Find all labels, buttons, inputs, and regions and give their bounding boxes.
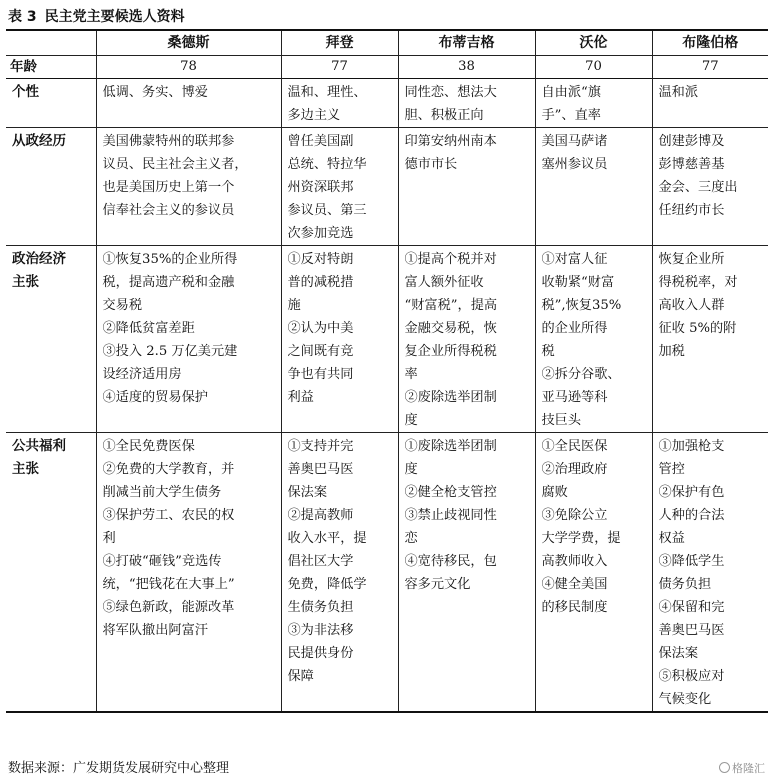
- cell-line: 总统、特拉华: [287, 157, 367, 172]
- row-label-line: 主张: [12, 274, 39, 290]
- cell-line: 参议员、第三: [287, 203, 367, 218]
- cell-line: 金会、三度出: [658, 180, 738, 195]
- age-row: [6, 56, 768, 79]
- row-label-line: 主张: [12, 461, 39, 477]
- cell-line: 曾任美国副: [287, 134, 354, 149]
- career-row: [6, 128, 768, 246]
- header-candidate: 布隆伯格: [652, 30, 768, 56]
- cell-line: 自由派“旗: [541, 85, 601, 100]
- cell-line: 加税: [658, 344, 685, 359]
- table-cell: [652, 128, 768, 246]
- cell-line: 利: [102, 531, 116, 546]
- age-value: 78: [96, 56, 281, 79]
- cell-line: ①恢复35%的企业所得: [102, 252, 238, 267]
- row-label-line: 个性: [12, 84, 39, 100]
- row-label: [6, 433, 96, 713]
- cell-line: 同性恋、想法大: [404, 85, 497, 100]
- watermark-text: 格隆汇: [732, 762, 765, 775]
- row-label-line: 公共福利: [12, 438, 66, 454]
- watermark-logo-icon: [719, 762, 730, 773]
- cell-line: ①全民医保: [541, 439, 608, 454]
- cell-line: ②治理政府: [541, 462, 608, 477]
- cell-line: 低调、务实、博爱: [102, 85, 208, 100]
- cell-line: 恢复企业所: [658, 252, 725, 267]
- cell-line: 手”、直率: [541, 108, 601, 123]
- cell-line: 债务负担: [658, 577, 712, 592]
- cell-line: 将军队撤出阿富汗: [102, 623, 208, 638]
- cell-line: 德市市长: [404, 157, 458, 172]
- cell-line: ⑤积极应对: [658, 669, 725, 684]
- cell-line: ①废除选举团制: [404, 439, 497, 454]
- cell-line: 州资深联邦: [287, 180, 354, 195]
- table-cell: [652, 246, 768, 433]
- table-cell: [535, 246, 652, 433]
- cell-line: 温和派: [658, 85, 699, 100]
- row-label-age: 年龄: [6, 56, 96, 79]
- watermark: [719, 760, 765, 776]
- cell-line: ②提高教师: [287, 508, 354, 523]
- cell-line: ⑤绿色新政，能源改革: [102, 600, 235, 615]
- cell-line: 免费，降低学: [287, 577, 367, 592]
- cell-line: 税，提高遗产税和金融: [102, 275, 235, 290]
- table-cell: [398, 128, 535, 246]
- economic-policy-row: [6, 246, 768, 433]
- cell-line: 创建彭博及: [658, 134, 725, 149]
- cell-line: ③保护劳工、农民的权: [102, 508, 235, 523]
- cell-line: 民提供身份: [287, 646, 354, 661]
- cell-line: 权益: [658, 531, 685, 546]
- cell-line: ①反对特朗: [287, 252, 354, 267]
- cell-line: 美国马萨诸: [541, 134, 608, 149]
- cell-line: ③免除公立: [541, 508, 608, 523]
- cell-line: ②废除选举团制: [404, 390, 497, 405]
- cell-line: 施: [287, 298, 301, 313]
- cell-line: 利益: [287, 390, 314, 405]
- cell-line: 高教师收入: [541, 554, 608, 569]
- table-cell: [96, 246, 281, 433]
- cell-line: 多边主义: [287, 108, 341, 123]
- cell-line: 善奥巴马医: [658, 623, 725, 638]
- table-cell: [398, 433, 535, 713]
- table-title: 民主党主要候选人资料: [44, 9, 185, 25]
- cell-line: 税”,恢复35%: [541, 298, 622, 313]
- cell-line: ②拆分谷歌、: [541, 367, 621, 382]
- cell-line: ②健全枪支管控: [404, 485, 497, 500]
- cell-line: ①支持并完: [287, 439, 354, 454]
- table-cell: [398, 79, 535, 128]
- cell-line: ④保留和完: [658, 600, 725, 615]
- table-cell: [652, 79, 768, 128]
- table-cell: [281, 246, 398, 433]
- table-cell: [96, 128, 281, 246]
- cell-line: 恋: [404, 531, 418, 546]
- cell-line: 印第安纳州南本: [404, 134, 497, 149]
- table-cell: [281, 79, 398, 128]
- cell-line: 交易税: [102, 298, 143, 313]
- cell-line: “财富税”，提高: [404, 298, 498, 313]
- cell-line: 征收 5%的附: [658, 321, 737, 336]
- cell-line: 亚马逊等科: [541, 390, 608, 405]
- cell-line: 人种的合法: [658, 508, 725, 523]
- cell-line: ④健全美国: [541, 577, 608, 592]
- age-value: 77: [652, 56, 768, 79]
- table-cell: [535, 128, 652, 246]
- cell-line: 削减当前大学生债务: [102, 485, 222, 500]
- data-source-note: 数据来源：广发期货发展研究中心整理: [8, 761, 230, 776]
- cell-line: 任纽约市长: [658, 203, 725, 218]
- cell-line: 统，“把钱花在大事上”: [102, 577, 235, 592]
- header-row: [6, 30, 768, 56]
- cell-line: 彭博慈善基: [658, 157, 725, 172]
- cell-line: 生债务负担: [287, 600, 354, 615]
- table-cell: [281, 433, 398, 713]
- table-cell: [535, 433, 652, 713]
- cell-line: 容多元文化: [404, 577, 471, 592]
- cell-line: 议员、民主社会主义者，: [102, 157, 248, 172]
- cell-line: ④适度的贸易保护: [102, 390, 208, 405]
- cell-line: ①对富人征: [541, 252, 608, 267]
- cell-line: ④打破“砸钱”竞选传: [102, 554, 222, 569]
- cell-line: 倡社区大学: [287, 554, 354, 569]
- cell-line: ①提高个税并对: [404, 252, 497, 267]
- table-cell: [398, 246, 535, 433]
- cell-line: 保障: [287, 669, 314, 684]
- cell-line: 次参加竞选: [287, 226, 354, 241]
- cell-line: 复企业所得税税: [404, 344, 497, 359]
- cell-line: ②认为中美: [287, 321, 354, 336]
- cell-line: 金融交易税，恢: [404, 321, 497, 336]
- table-cell: [96, 433, 281, 713]
- cell-line: 美国佛蒙特州的联邦参: [102, 134, 235, 149]
- cell-line: 度: [404, 462, 418, 477]
- personality-row: [6, 79, 768, 128]
- cell-line: 富人额外征收: [404, 275, 484, 290]
- cell-line: 高收入人群: [658, 298, 725, 313]
- welfare-policy-row: [6, 433, 768, 713]
- cell-line: 善奥巴马医: [287, 462, 354, 477]
- header-candidate: 拜登: [281, 30, 398, 56]
- row-label: [6, 246, 96, 433]
- header-candidate: 桑德斯: [96, 30, 281, 56]
- cell-line: 保法案: [287, 485, 328, 500]
- cell-line: 得税税率，对: [658, 275, 738, 290]
- cell-line: ③禁止歧视同性: [404, 508, 497, 523]
- cell-line: 温和、理性、: [287, 85, 367, 100]
- table-cell: [281, 128, 398, 246]
- candidate-table: [6, 29, 768, 713]
- cell-line: 的企业所得: [541, 321, 608, 336]
- cell-line: ③为非法移: [287, 623, 354, 638]
- table-cell: [652, 433, 768, 713]
- cell-line: ②降低贫富差距: [102, 321, 195, 336]
- cell-line: 信奉社会主义的参议员: [102, 203, 235, 218]
- cell-line: 收入水平，提: [287, 531, 367, 546]
- cell-line: ①全民免费医保: [102, 439, 195, 454]
- cell-line: ②免费的大学教育，并: [102, 462, 235, 477]
- cell-line: 设经济适用房: [102, 367, 182, 382]
- cell-line: 率: [404, 367, 418, 382]
- row-label: [6, 79, 96, 128]
- row-label-line: 政治经济: [12, 251, 66, 267]
- cell-line: 的移民制度: [541, 600, 608, 615]
- row-label: [6, 128, 96, 246]
- table-caption: [8, 6, 185, 26]
- cell-line: 保法案: [658, 646, 699, 661]
- header-candidate: 布蒂吉格: [398, 30, 535, 56]
- cell-line: 度: [404, 413, 418, 428]
- cell-line: ③降低学生: [658, 554, 725, 569]
- cell-line: ②保护有色: [658, 485, 725, 500]
- cell-line: 之间既有竞: [287, 344, 354, 359]
- header-candidate: 沃伦: [535, 30, 652, 56]
- cell-line: 收勒紧“财富: [541, 275, 615, 290]
- table-number: 表 3: [8, 9, 37, 25]
- cell-line: 塞州参议员: [541, 157, 608, 172]
- header-corner: [6, 30, 96, 56]
- cell-line: 也是美国历史上第一个: [102, 180, 235, 195]
- cell-line: 普的减税措: [287, 275, 354, 290]
- cell-line: ④宽待移民，包: [404, 554, 497, 569]
- row-label-line: 从政经历: [12, 133, 66, 149]
- cell-line: 胆、积极正向: [404, 108, 484, 123]
- age-value: 70: [535, 56, 652, 79]
- cell-line: 技巨头: [541, 413, 582, 428]
- cell-line: 管控: [658, 462, 685, 477]
- cell-line: 争也有共同: [287, 367, 354, 382]
- table-cell: [96, 79, 281, 128]
- age-value: 38: [398, 56, 535, 79]
- cell-line: 税: [541, 344, 555, 359]
- table-cell: [535, 79, 652, 128]
- cell-line: 大学学费，提: [541, 531, 621, 546]
- cell-line: ①加强枪支: [658, 439, 725, 454]
- cell-line: 腐败: [541, 485, 568, 500]
- cell-line: 气候变化: [658, 692, 712, 707]
- age-value: 77: [281, 56, 398, 79]
- cell-line: ③投入 2.5 万亿美元建: [102, 344, 238, 359]
